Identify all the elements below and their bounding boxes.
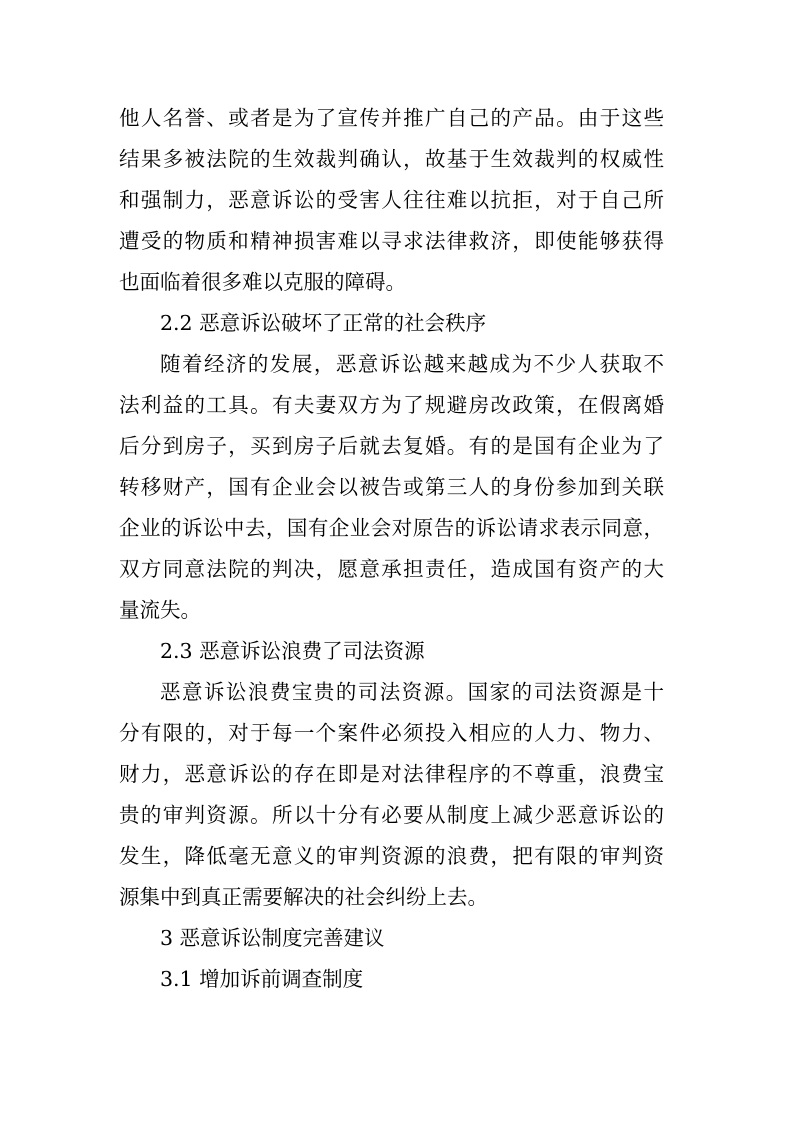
- paragraph-continuation: [119, 98, 664, 303]
- section-heading-3-1: 3.1 增加诉前调查制度: [160, 967, 364, 991]
- text-line: 也面临着很多难以克服的障碍。: [119, 270, 406, 294]
- text-line: 结果多被法院的生效裁判确认，故基于生效裁判的权威性: [119, 147, 664, 171]
- text-line: 分有限的，对于每一个案件必须投入相应的人力、物力、: [119, 721, 664, 745]
- paragraph-judicial-resources: [119, 672, 664, 918]
- text-line: 恶意诉讼浪费宝贵的司法资源。国家的司法资源是十: [160, 680, 664, 704]
- text-line: 财力，恶意诉讼的存在即是对法律程序的不尊重，浪费宝: [119, 762, 664, 786]
- section-heading-2-3: 2.3 恶意诉讼浪费了司法资源: [160, 639, 425, 663]
- section-heading-2-2: 2.2 恶意诉讼破坏了正常的社会秩序: [160, 311, 487, 335]
- text-line: 他人名誉、或者是为了宣传并推广自己的产品。由于这些: [119, 106, 664, 130]
- text-line: 和强制力，恶意诉讼的受害人往往难以抗拒，对于自己所: [119, 188, 664, 212]
- text-line: 企业的诉讼中去，国有企业会对原告的诉讼请求表示同意，: [119, 516, 664, 540]
- text-line: 遭受的物质和精神损害难以寻求法律救济，即使能够获得: [119, 229, 664, 253]
- text-line: 随着经济的发展，恶意诉讼越来越成为不少人获取不: [160, 352, 664, 376]
- text-line: 源集中到真正需要解决的社会纠纷上去。: [119, 885, 488, 909]
- text-line: 后分到房子，买到房子后就去复婚。有的是国有企业为了: [119, 434, 664, 458]
- section-heading-3: 3 恶意诉讼制度完善建议: [160, 926, 385, 950]
- text-line: 双方同意法院的判决，愿意承担责任，造成国有资产的大: [119, 557, 664, 581]
- text-line: 量流失。: [119, 598, 201, 622]
- text-line: 发生，降低毫无意义的审判资源的浪费，把有限的审判资: [119, 844, 664, 868]
- text-line: 贵的审判资源。所以十分有必要从制度上减少恶意诉讼的: [119, 803, 664, 827]
- text-line: 法利益的工具。有夫妻双方为了规避房改政策，在假离婚: [119, 393, 664, 417]
- document-body: [119, 98, 664, 1000]
- paragraph-social-order: [119, 344, 664, 631]
- text-line: 转移财产，国有企业会以被告或第三人的身份参加到关联: [119, 475, 664, 499]
